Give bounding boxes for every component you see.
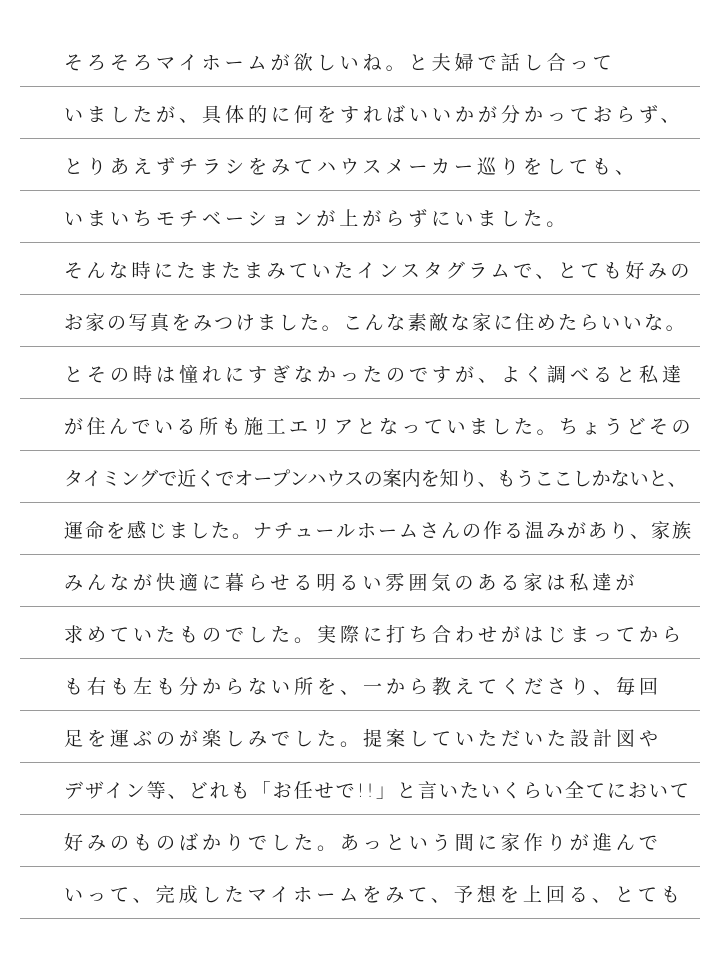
letter-line: も右も左も分からない所を、一から教えてくださり、毎回	[64, 676, 663, 698]
ruled-line	[20, 242, 700, 243]
ruled-line	[20, 554, 700, 555]
letter-line: タイミングで近くでオープンハウスの案内を知り、もうここしかないと、	[64, 468, 687, 490]
ruled-line	[20, 398, 700, 399]
letter-line: みんなが快適に暮らせる明るい雰囲気のある家は私達が	[64, 572, 639, 594]
ruled-line	[20, 918, 700, 919]
ruled-line	[20, 346, 700, 347]
ruled-line	[20, 866, 700, 867]
letter-line: いましたが、具体的に何をすればいいかが分かっておらず、	[64, 104, 684, 126]
letter-line: が住んでいる所も施工エリアとなっていました。ちょうどその	[64, 416, 694, 438]
letter-line: お家の写真をみつけました。こんな素敵な家に住めたらいいな。	[64, 312, 688, 334]
ruled-line	[20, 502, 700, 503]
letter-line: 求めていたものでした。実際に打ち合わせがはじまってから	[64, 624, 686, 646]
letter-line: そろそろマイホームが欲しいね。と夫婦で話し合って	[64, 52, 616, 74]
letter-line: そんな時にたまたまみていたインスタグラムで、とても好みの	[64, 260, 693, 282]
letter-line: 運命を感じました。ナチュールホームさんの作る温みがあり、家族	[64, 520, 694, 542]
letter-line: とその時は憧れにすぎなかったのですが、よく調べると私達	[64, 364, 686, 386]
letter-line: いまいちモチベーションが上がらずにいました。	[64, 208, 570, 230]
ruled-line	[20, 762, 700, 763]
letter-line: とりあえずチラシをみてハウスメーカー巡りをしても、	[64, 156, 639, 178]
letter-line: デザイン等、どれも「お任せで!!」と言いたいくらい全てにおいて	[64, 780, 691, 802]
ruled-line	[20, 606, 700, 607]
ruled-line	[20, 294, 700, 295]
ruled-line	[20, 138, 700, 139]
ruled-line	[20, 710, 700, 711]
ruled-line	[20, 814, 700, 815]
ruled-line	[20, 86, 700, 87]
letter-line: 足を運ぶのが楽しみでした。提案していただいた設計図や	[64, 728, 663, 750]
ruled-line	[20, 658, 700, 659]
ruled-line	[20, 190, 700, 191]
letter-line: いって、完成したマイホームをみて、予想を上回る、とても	[64, 884, 684, 906]
ruled-line	[20, 450, 700, 451]
letter-line: 好みのものばかりでした。あっという間に家作りが進んで	[64, 832, 662, 854]
